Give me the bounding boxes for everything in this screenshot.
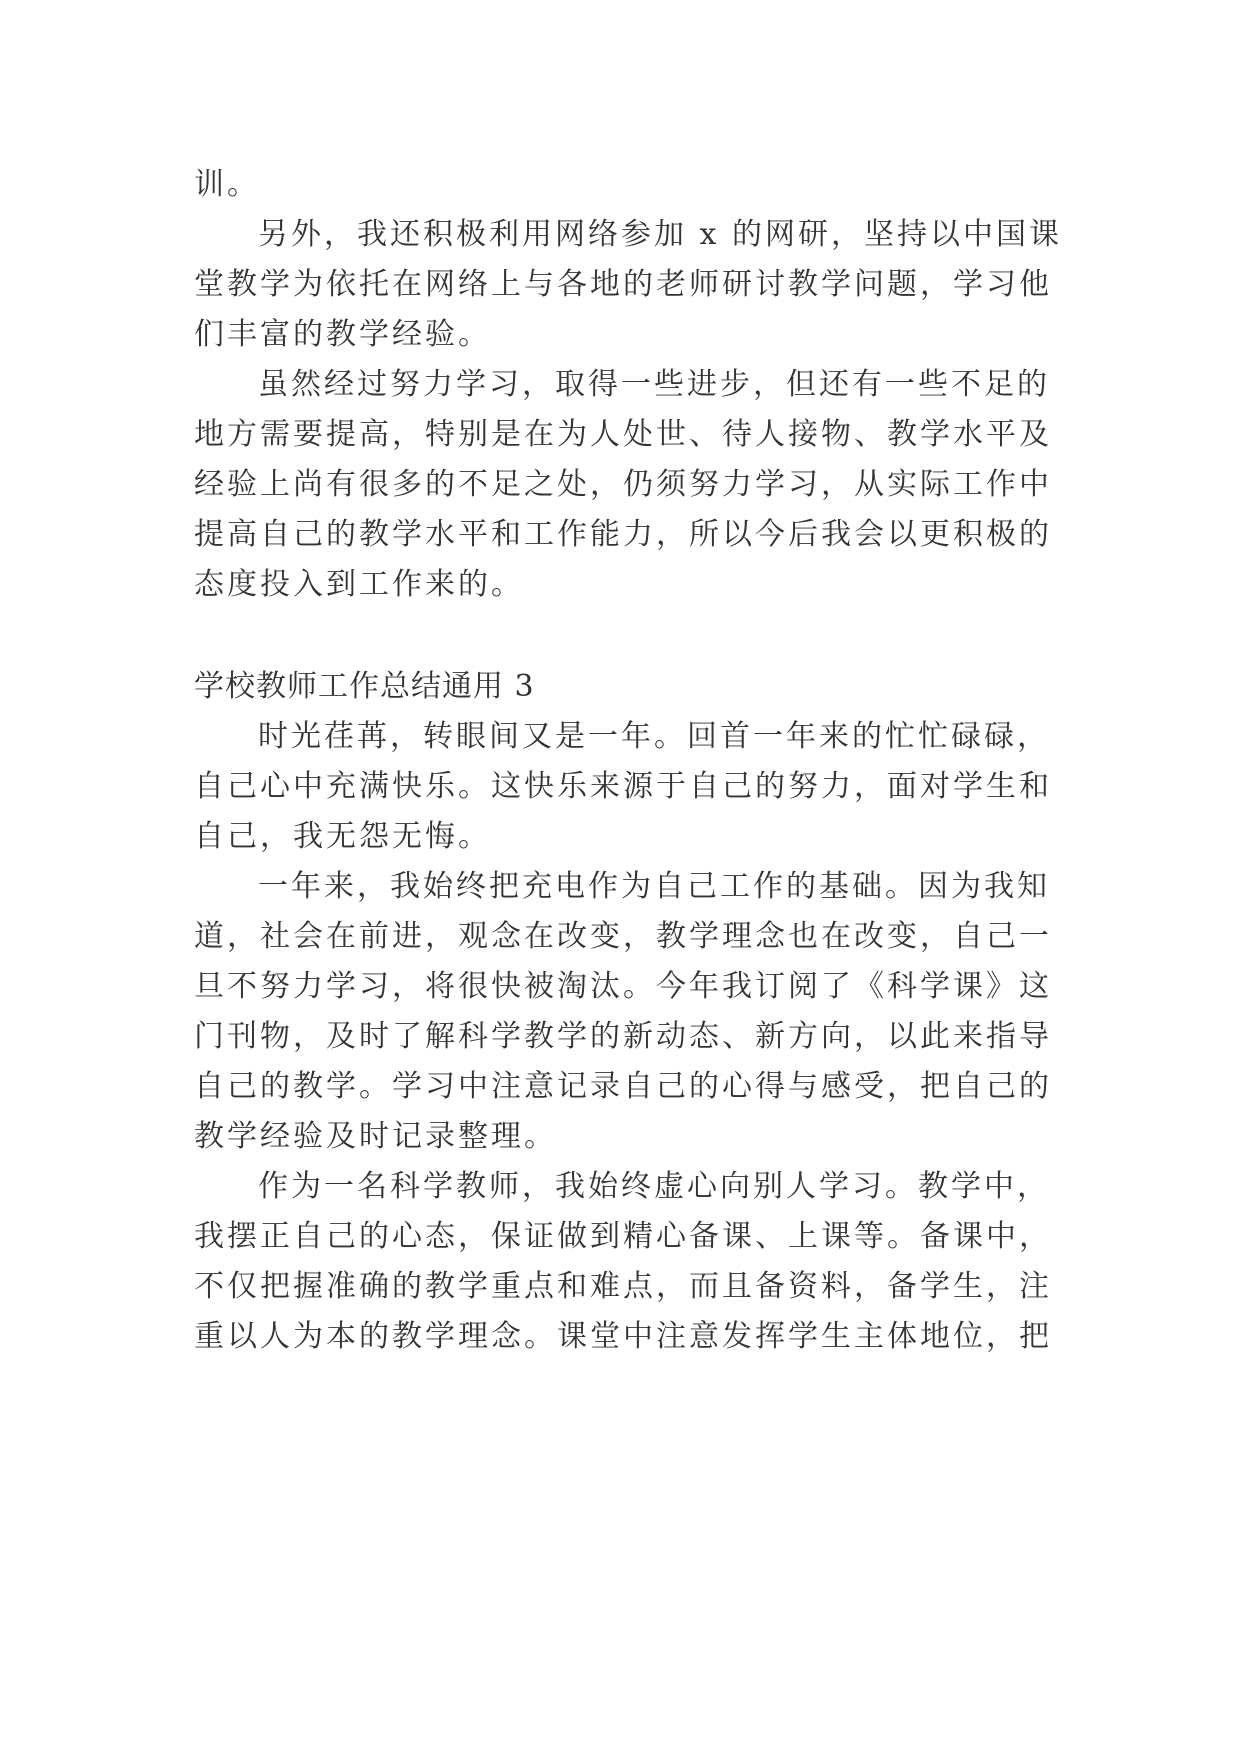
paragraph-line: 态度投入到工作来的。: [194, 567, 524, 602]
paragraph-line: 地方需要提高，特别是在为人处世、待人接物、教学水平及: [194, 417, 1052, 452]
paragraph-line: 门刊物，及时了解科学教学的新动态、新方向，以此来指导: [194, 1019, 1052, 1054]
paragraph-shortcomings: [194, 360, 1054, 610]
paragraph-line: 经验上尚有很多的不足之处，仍须努力学习，从实际工作中: [194, 467, 1052, 502]
paragraph-line: 自己心中充满快乐。这快乐来源于自己的努力，面对学生和: [194, 769, 1052, 804]
paragraph-internet-study: [194, 210, 1062, 360]
paragraph-line: 不仅把握准确的教学重点和难点，而且备资料，备学生，注: [194, 1269, 1052, 1304]
paragraph-recharge: [194, 862, 1054, 1162]
section-spacer: [194, 610, 1054, 662]
paragraph-line: 堂教学为依托在网络上与各地的老师研讨教学问题，学习他: [194, 267, 1052, 302]
paragraph-line: 我摆正自己的心态，保证做到精心备课、上课等。备课中，: [194, 1219, 1052, 1254]
document-body: [194, 160, 1062, 1362]
paragraph-line: 一年来，我始终把充电作为自己工作的基础。因为我知: [258, 869, 1050, 904]
paragraph-line: 时光荏苒，转眼间又是一年。回首一年来的忙忙碌碌，: [258, 719, 1050, 754]
paragraph-line: 自己的教学。学习中注意记录自己的心得与感受，把自己的: [194, 1069, 1052, 1104]
paragraph-science-teacher: [194, 1162, 1054, 1362]
paragraph-previous-tail: [194, 160, 1054, 210]
paragraph-line: 道，社会在前进，观念在改变，教学理念也在改变，自己一: [194, 919, 1052, 954]
paragraph-line: 训。: [194, 167, 260, 202]
paragraph-line: 教学经验及时记录整理。: [194, 1119, 557, 1154]
paragraph-line: 另外，我还积极利用网络参加 x 的网研，坚持以中国课: [258, 217, 1062, 252]
paragraph-line: 旦不努力学习，将很快被淘汰。今年我订阅了《科学课》这: [194, 969, 1052, 1004]
paragraph-line: 们丰富的教学经验。: [194, 317, 491, 352]
paragraph-line: 自己，我无怨无悔。: [194, 819, 491, 854]
paragraph-line: 作为一名科学教师，我始终虚心向别人学习。教学中，: [258, 1169, 1050, 1204]
paragraph-line: 提高自己的教学水平和工作能力，所以今后我会以更积极的: [194, 517, 1052, 552]
paragraph-line: 重以人为本的教学理念。课堂中注意发挥学生主体地位，把: [194, 1319, 1052, 1354]
paragraph-time-passes: [194, 712, 1054, 862]
section-heading: 学校教师工作总结通用 3: [194, 669, 535, 704]
paragraph-line: 虽然经过努力学习，取得一些进步，但还有一些不足的: [258, 367, 1050, 402]
